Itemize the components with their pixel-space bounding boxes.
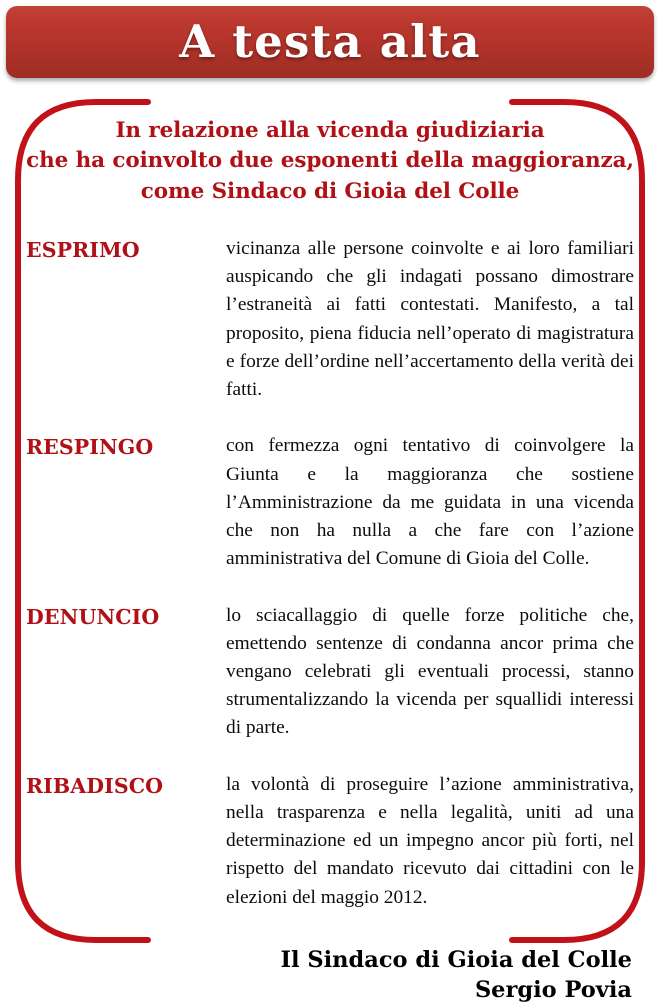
statement-section xyxy=(26,771,634,912)
statement-sections xyxy=(26,235,634,912)
section-body-respingo: con fermezza ogni tentativo di coinvolgere la Giunta e la maggioranza che sostiene l’Amministrazione da me guidata in una vicenda che non ha nulla a che fare con l’azione amministrativa del Comune di Gioia del Colle. xyxy=(226,435,634,570)
signature-block xyxy=(26,946,634,1005)
signature-role: Il Sindaco di Gioia del Colle xyxy=(280,946,632,973)
subtitle-line-2: che ha coinvolto due esponenti della maggioranza, xyxy=(26,148,634,174)
statement-section xyxy=(26,432,634,573)
section-keyword-respingo: RESPINGO xyxy=(26,435,154,460)
signature-name: Sergio Povia xyxy=(474,976,632,1003)
section-keyword-esprimo: ESPRIMO xyxy=(26,237,140,262)
section-keyword-ribadisco: RIBADISCO xyxy=(26,773,164,798)
page-title: A testa alta xyxy=(179,14,481,68)
subtitle-line-3: come Sindaco di Gioia del Colle xyxy=(140,178,520,204)
document-body xyxy=(0,92,660,1003)
statement-section xyxy=(26,235,634,404)
subtitle-block xyxy=(26,92,634,207)
statement-section xyxy=(26,602,634,743)
header-banner xyxy=(6,6,654,78)
section-body-ribadisco: la volontà di proseguire l’azione amministrativa, nella trasparenza e nella legalità, uniti ad una determinazione ed un impegno ancor più forti, nel rispetto del mandato ricevuto dai cittadini con le elezioni del maggio 2012. xyxy=(226,773,634,908)
section-body-denuncio: lo sciacallaggio di quelle forze politiche che, emettendo sentenze di condanna ancor prima che vengano celebrati gli eventuali processi, stanno strumentalizzando la vicenda per squallidi interessi di parte. xyxy=(226,604,634,739)
subtitle-line-1: In relazione alla vicenda giudiziaria xyxy=(115,118,545,143)
section-body-esprimo: vicinanza alle persone coinvolte e ai loro familiari auspicando che gli indagati possano dimostrare l’estraneità ai fatti contestati. Manifesto, a tal proposito, piena fiducia nell’operato di magistratura e forze dell’ordine nell’accertamento della verità dei fatti. xyxy=(226,237,634,401)
section-keyword-denuncio: DENUNCIO xyxy=(26,604,160,629)
